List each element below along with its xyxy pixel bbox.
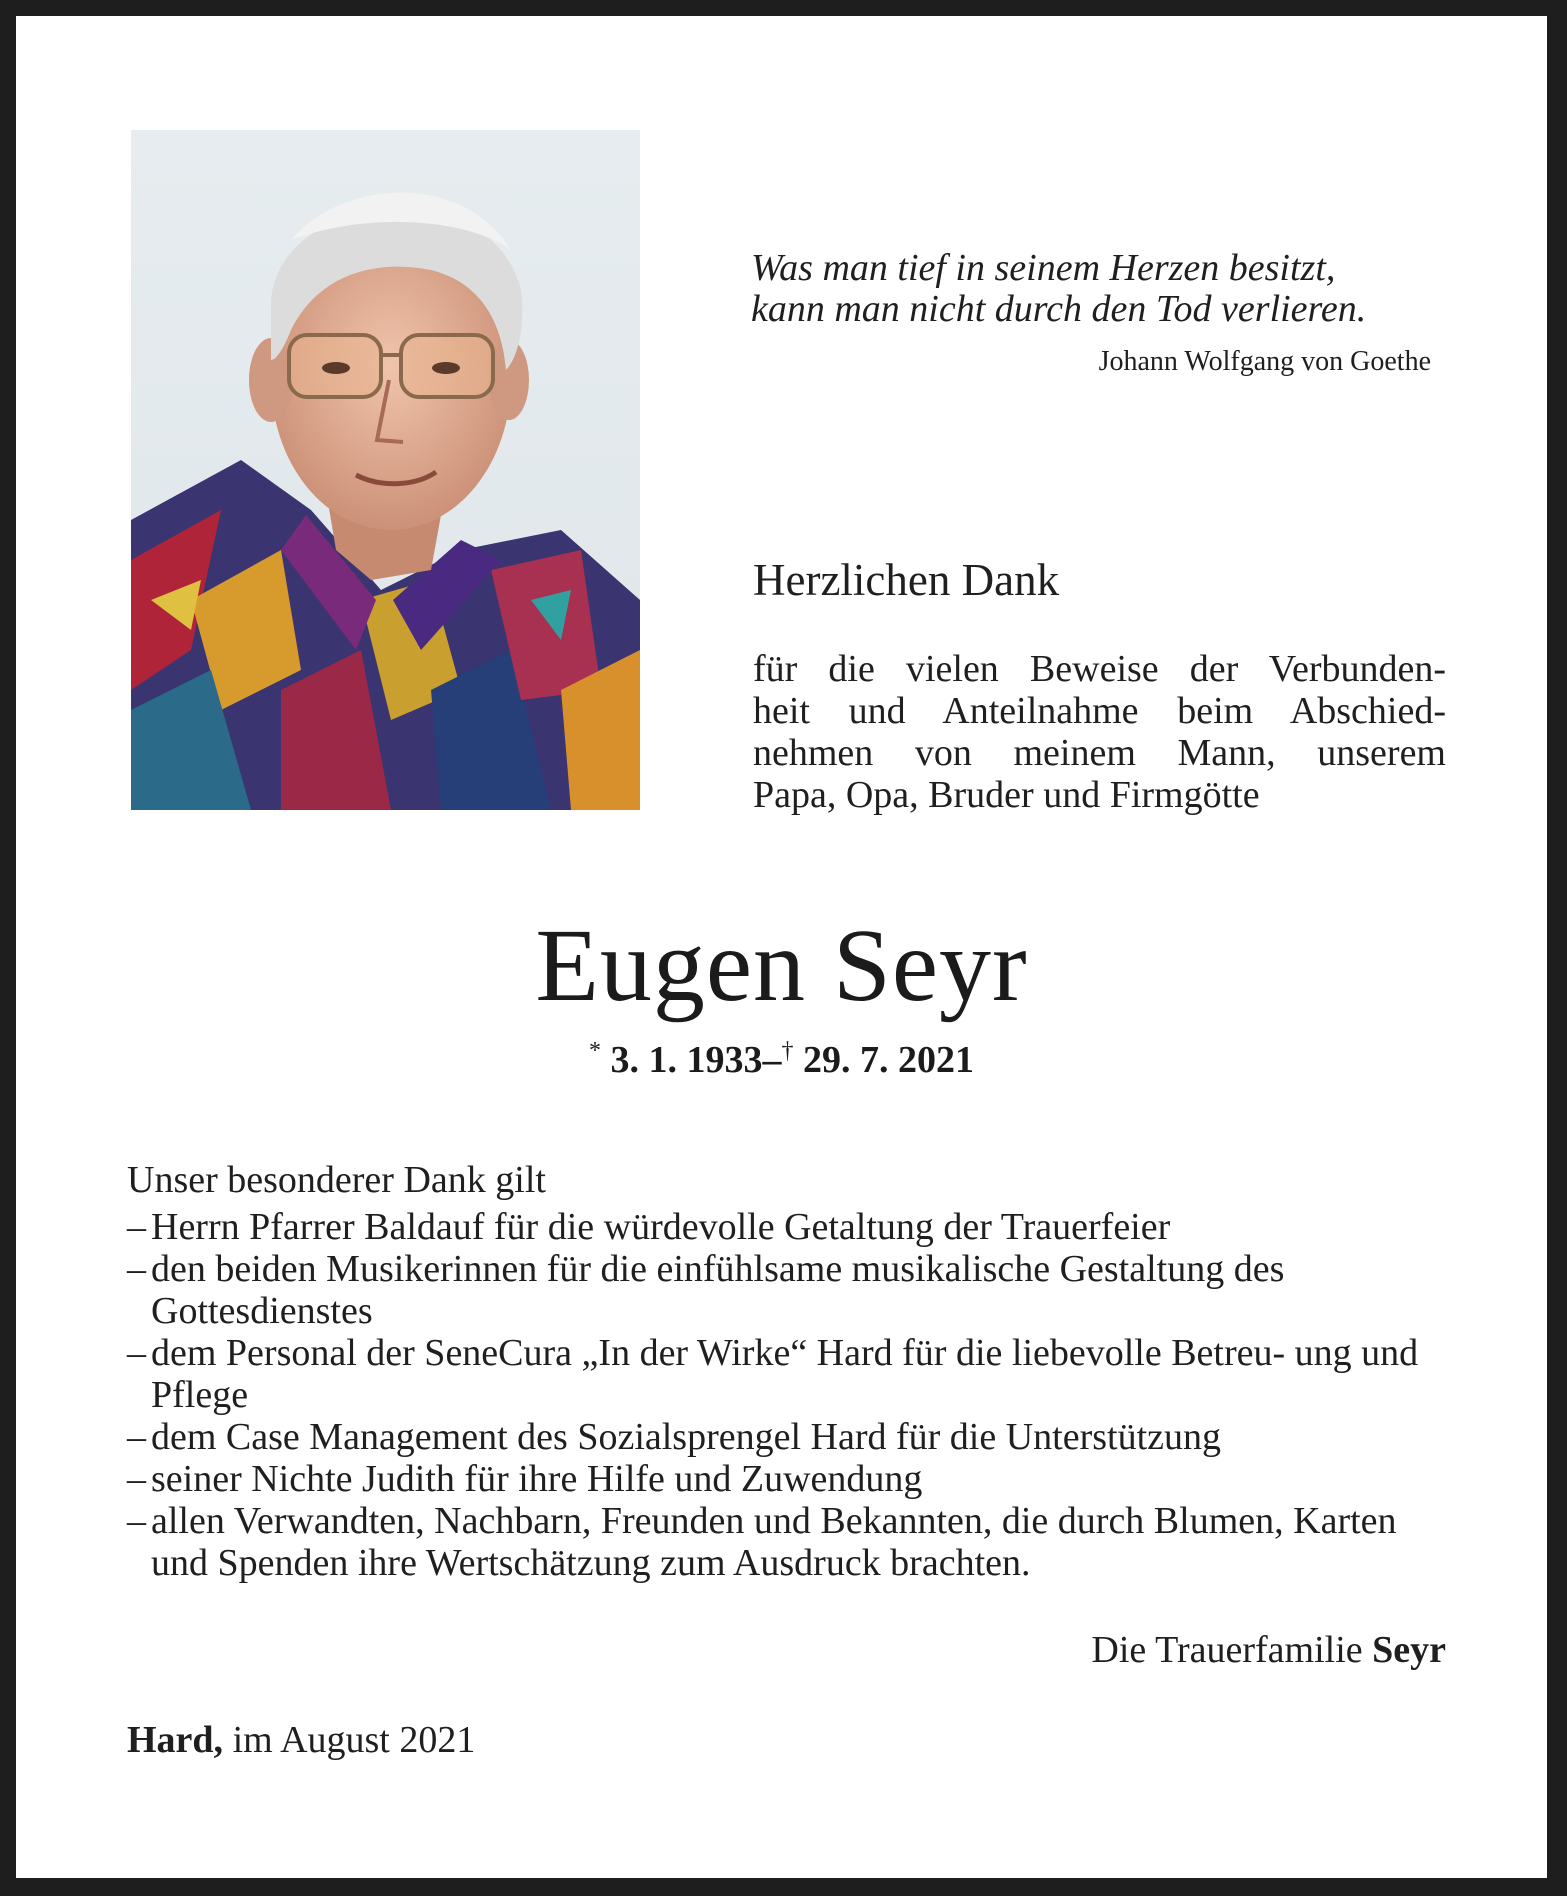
special-thanks-list — [127, 1206, 1447, 1584]
list-item-text: Herrn Pfarrer Baldauf für die würdevolle Getaltung der Trauerfeier — [151, 1206, 1171, 1248]
quote-line-1: Was man tief in seinem Herzen besitzt, — [751, 247, 1336, 289]
goethe-quote — [751, 248, 1431, 330]
thanks-heading: Herzlichen Dank — [753, 555, 1060, 605]
deceased-name: Eugen Seyr — [535, 908, 1028, 1023]
thanks-paragraph-line: für die vielen Beweise der Verbunden- — [753, 648, 1446, 690]
list-dash: – — [127, 1206, 146, 1248]
thanks-paragraph-line: Papa, Opa, Bruder und Firmgötte — [753, 774, 1260, 816]
thanks-paragraph — [753, 648, 1446, 816]
date: im August 2021 — [232, 1719, 476, 1761]
signature — [751, 1628, 1446, 1672]
list-item-text: seiner Nichte Judith für ihre Hilfe und Zuwendung — [151, 1458, 923, 1500]
portrait-illustration — [131, 130, 640, 810]
list-dash: – — [127, 1332, 146, 1374]
signature-prefix: Die Trauerfamilie — [1091, 1629, 1363, 1671]
list-dash: – — [127, 1500, 146, 1542]
thanks-paragraph-line: heit und Anteilnahme beim Abschied- — [753, 690, 1446, 732]
life-dates — [16, 1038, 1547, 1082]
list-item-text: allen Verwandten, Nachbarn, Freunden und Bekannten, die durch Blumen, Karten und Spenden ihre Wertschätzung zum Ausdruck brachten. — [151, 1500, 1397, 1584]
list-item — [127, 1248, 1447, 1332]
death-date: 29. 7. 2021 — [803, 1039, 974, 1081]
list-item-text: dem Personal der SeneCura „In der Wirke“ Hard für die liebevolle Betreu- ung und Pflege — [151, 1332, 1419, 1416]
list-item — [127, 1500, 1447, 1584]
obituary-card — [16, 16, 1547, 1878]
death-symbol: † — [781, 1038, 794, 1064]
birth-date: 3. 1. 1933 — [610, 1039, 763, 1081]
list-item — [127, 1206, 1447, 1248]
place: Hard, — [127, 1719, 224, 1761]
family-name: Seyr — [1372, 1629, 1446, 1671]
list-item-text: den beiden Musikerinnen für die einfühlsame musikalische Gestaltung des Gottesdienstes — [151, 1248, 1285, 1332]
thanks-paragraph-line: nehmen von meinem Mann, unserem — [753, 732, 1446, 774]
list-item — [127, 1458, 1447, 1500]
portrait-photo — [131, 130, 640, 810]
date-separator: – — [762, 1039, 782, 1081]
list-dash: – — [127, 1416, 146, 1458]
list-item — [127, 1416, 1447, 1458]
special-thanks-intro: Unser besonderer Dank gilt — [127, 1159, 546, 1201]
list-item-text: dem Case Management des Sozialsprengel Hard für die Unterstützung — [151, 1416, 1222, 1458]
list-dash: – — [127, 1458, 146, 1500]
list-dash: – — [127, 1248, 146, 1290]
quote-line-2: kann man nicht durch den Tod verlieren. — [751, 288, 1367, 330]
quote-author: Johann Wolfgang von Goethe — [1098, 346, 1431, 377]
birth-symbol: * — [589, 1038, 601, 1064]
place-and-date — [127, 1718, 475, 1762]
list-item — [127, 1332, 1447, 1416]
